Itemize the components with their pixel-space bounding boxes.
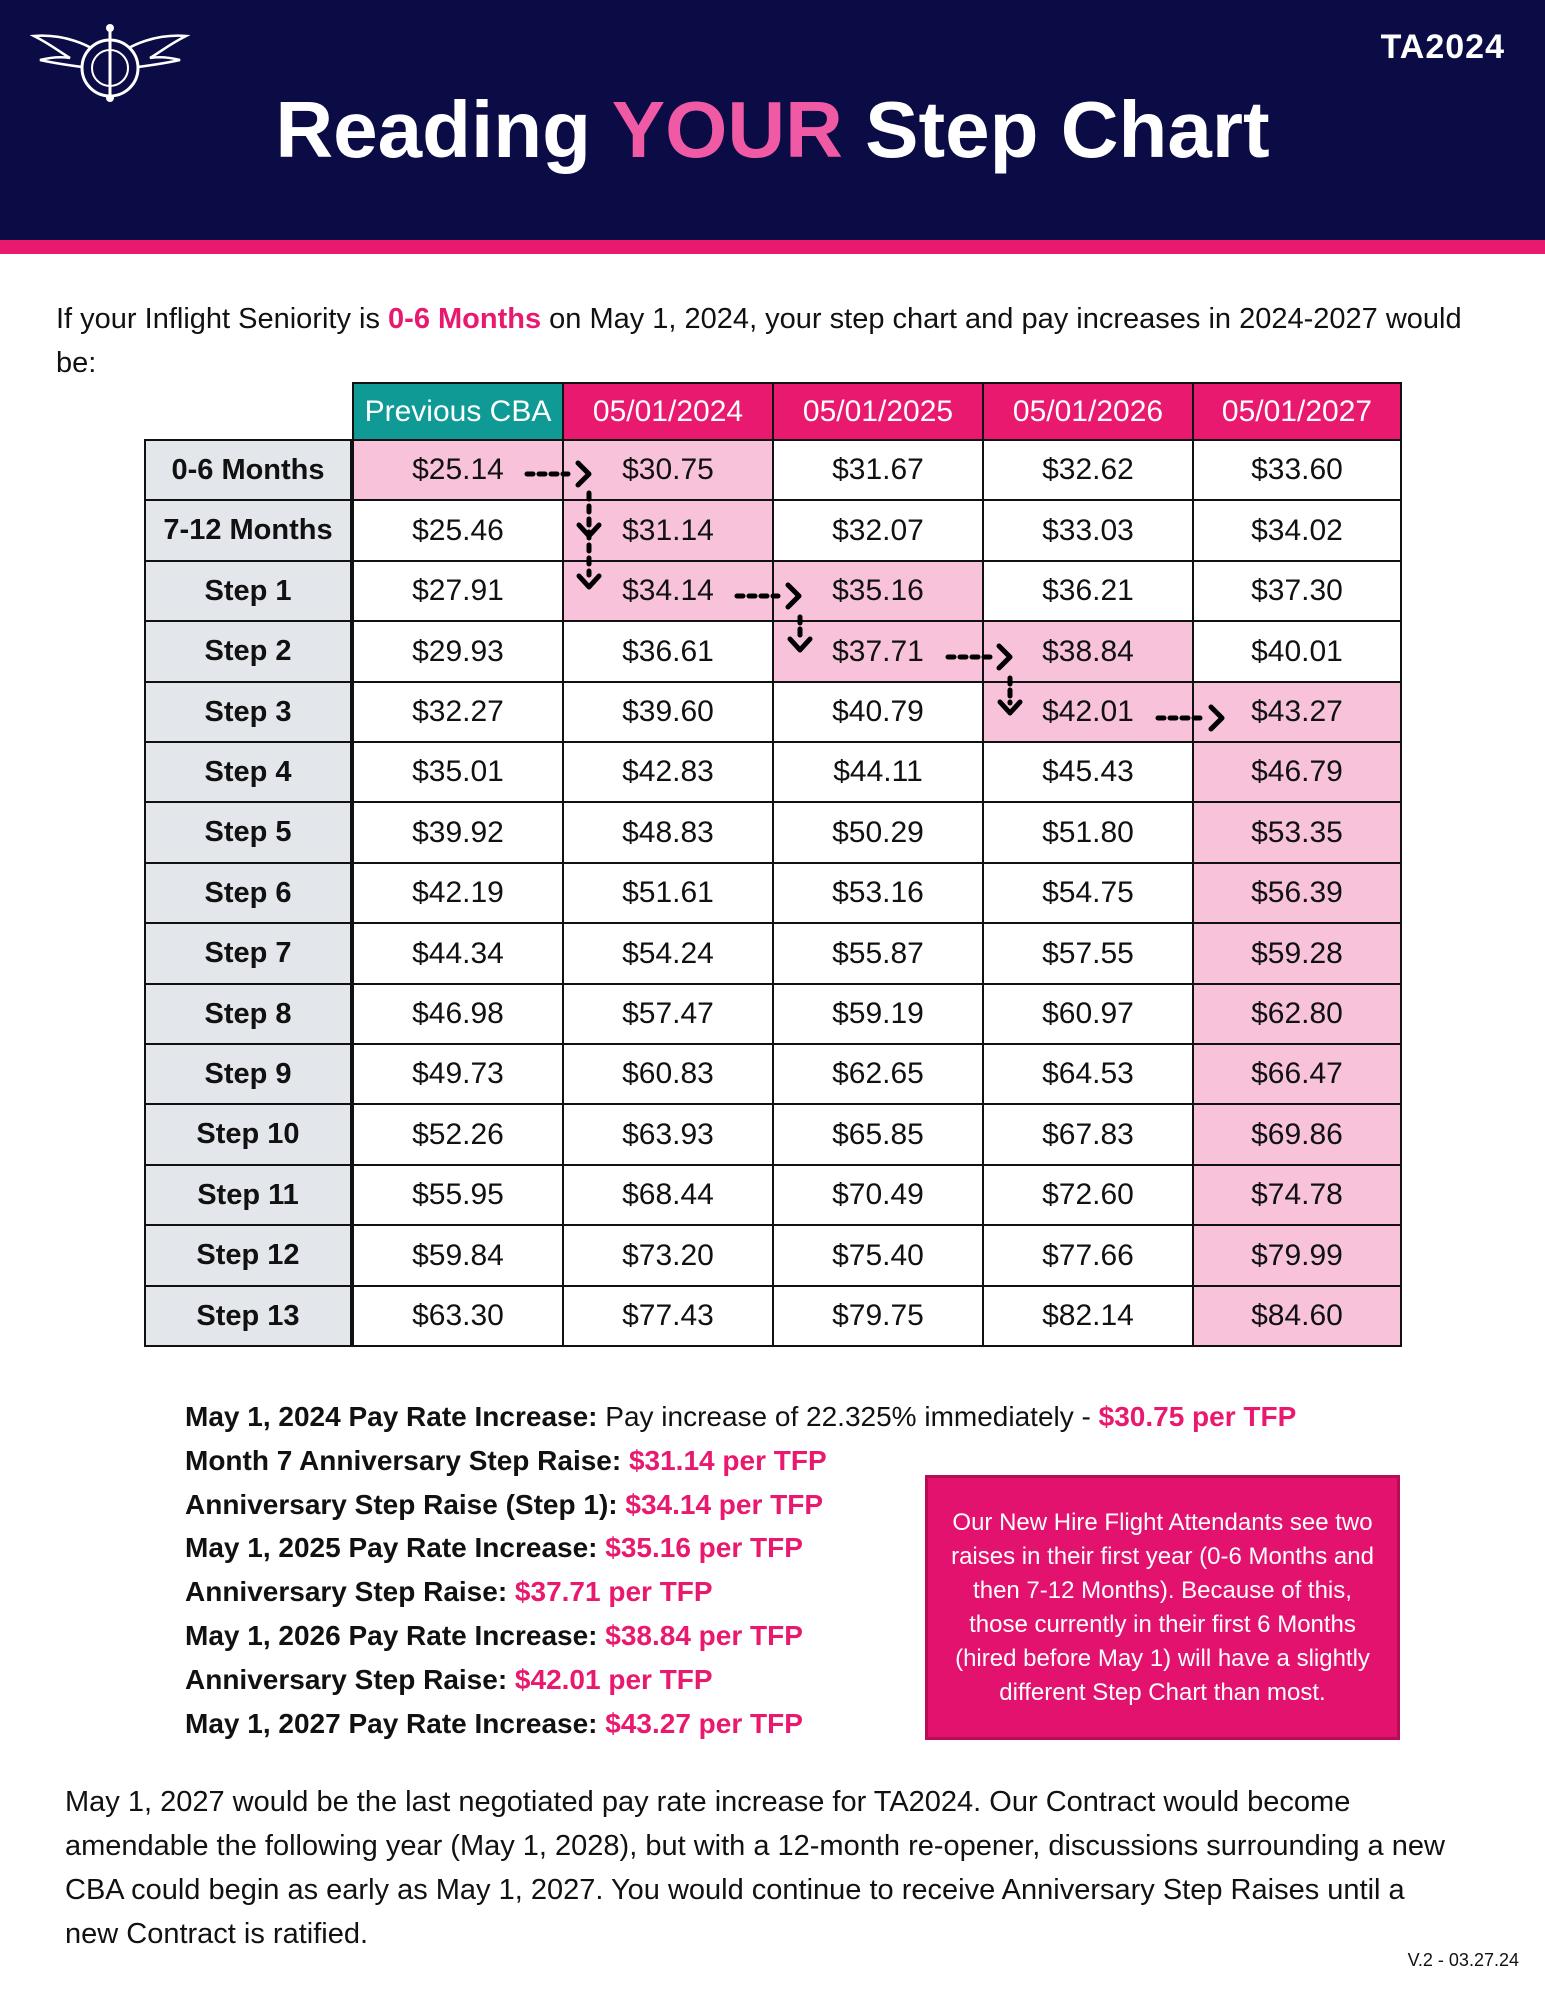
table-cell: $32.27 xyxy=(352,681,564,743)
row-label: Step 3 xyxy=(144,681,352,743)
table-cell: $72.60 xyxy=(982,1164,1194,1226)
table-cell: $77.43 xyxy=(562,1285,774,1347)
table-cell: $42.19 xyxy=(352,862,564,924)
table-cell: $55.95 xyxy=(352,1164,564,1226)
table-cell: $36.61 xyxy=(562,620,774,683)
column-header: 05/01/2024 xyxy=(562,382,774,441)
table-cell: $49.73 xyxy=(352,1043,564,1105)
table-cell: $44.34 xyxy=(352,922,564,985)
table-cell: $35.01 xyxy=(352,741,564,803)
table-cell: $51.80 xyxy=(982,801,1194,864)
summary-text xyxy=(621,1445,629,1476)
header-stripe xyxy=(0,240,1545,254)
table-cell: $42.01 xyxy=(982,681,1194,743)
table-cell: $42.83 xyxy=(562,741,774,803)
row-label: Step 1 xyxy=(144,560,352,622)
table-cell: $46.98 xyxy=(352,983,564,1045)
table-cell: $40.79 xyxy=(772,681,984,743)
table-cell: $53.16 xyxy=(772,862,984,924)
row-label: Step 9 xyxy=(144,1043,352,1105)
table-cell: $59.84 xyxy=(352,1224,564,1287)
table-cell: $55.87 xyxy=(772,922,984,985)
row-label: Step 11 xyxy=(144,1164,352,1226)
table-cell: $69.86 xyxy=(1192,1103,1402,1166)
table-cell: $25.46 xyxy=(352,499,564,562)
table-cell: $51.61 xyxy=(562,862,774,924)
summary-amount: $43.27 per TFP xyxy=(605,1707,803,1739)
title-pre: Reading xyxy=(275,85,612,174)
table-cell: $33.03 xyxy=(982,499,1194,562)
row-label: Step 12 xyxy=(144,1224,352,1287)
ta2024-badge: TA2024 xyxy=(1380,28,1505,66)
table-cell: $25.14 xyxy=(352,439,564,501)
title-post: Step Chart xyxy=(842,85,1270,174)
column-header: 05/01/2027 xyxy=(1192,382,1402,441)
row-label: 0-6 Months xyxy=(144,439,352,501)
row-label: Step 7 xyxy=(144,922,352,985)
table-cell: $33.60 xyxy=(1192,439,1402,501)
footer-paragraph: May 1, 2027 would be the last negotiated pay rate increase for TA2024. Our Contract would become amendable the following year (May 1, 2028), but with a 12-month re-opener, discussions surrounding a new CBA could begin as early as May 1, 2027. You would continue to receive Anniversary Step Raises until a new Contract is ratified. xyxy=(65,1786,1445,1950)
table-cell: $65.85 xyxy=(772,1103,984,1166)
summary-label: Anniversary Step Raise: xyxy=(185,1663,508,1695)
table-cell: $70.49 xyxy=(772,1164,984,1226)
table-cell: $32.62 xyxy=(982,439,1194,501)
table-cell: $66.47 xyxy=(1192,1043,1402,1105)
column-header: 05/01/2025 xyxy=(772,382,984,441)
table-cell: $75.40 xyxy=(772,1224,984,1287)
summary-label: Month 7 Anniversary Step Raise: xyxy=(185,1444,622,1476)
summary-text xyxy=(507,1664,515,1695)
table-cell: $40.01 xyxy=(1192,620,1402,683)
table-cell: $46.79 xyxy=(1192,741,1402,803)
table-cell: $67.83 xyxy=(982,1103,1194,1166)
table-cell: $73.20 xyxy=(562,1224,774,1287)
table-cell: $82.14 xyxy=(982,1285,1194,1347)
table-cell: $50.29 xyxy=(772,801,984,864)
summary-label: May 1, 2026 Pay Rate Increase: xyxy=(185,1619,598,1651)
table-cell: $44.11 xyxy=(772,741,984,803)
summary-line xyxy=(185,1395,1296,1439)
row-label: Step 8 xyxy=(144,983,352,1045)
table-cell: $74.78 xyxy=(1192,1164,1402,1226)
note-text: Our New Hire Flight Attendants see two raises in their first year (0-6 Months and then 7-12 Months). Because of this, those currently in their first 6 Months (hired before May 1) will have a slightly different Step Chart than most. xyxy=(951,1508,1374,1706)
summary-label: May 1, 2024 Pay Rate Increase: xyxy=(185,1401,598,1432)
table-cell: $54.75 xyxy=(982,862,1194,924)
summary-amount: $30.75 per TFP xyxy=(1098,1401,1297,1432)
summary-label: May 1, 2025 Pay Rate Increase: xyxy=(185,1532,598,1564)
table-cell: $35.16 xyxy=(772,560,984,622)
table-cell: $53.35 xyxy=(1192,801,1402,864)
table-cell: $32.07 xyxy=(772,499,984,562)
table-cell: $52.26 xyxy=(352,1103,564,1166)
summary-label: Anniversary Step Raise (Step 1): xyxy=(185,1488,618,1520)
summary-amount: $31.14 per TFP xyxy=(628,1444,827,1476)
table-cell: $62.80 xyxy=(1192,983,1402,1045)
table-cell: $30.75 xyxy=(562,439,774,501)
row-label: Step 10 xyxy=(144,1103,352,1166)
table-cell: $36.21 xyxy=(982,560,1194,622)
intro-post: on May 1, 2024, your step chart and pay increases in 2024-2027 would be: xyxy=(56,303,1462,379)
table-cell: $64.53 xyxy=(982,1043,1194,1105)
summary-amount: $35.16 per TFP xyxy=(605,1532,803,1564)
row-label: Step 4 xyxy=(144,741,352,803)
column-header: 05/01/2026 xyxy=(982,382,1194,441)
row-label: Step 6 xyxy=(144,862,352,924)
table-cell: $68.44 xyxy=(562,1164,774,1226)
table-cell: $84.60 xyxy=(1192,1285,1402,1347)
summary-label: Anniversary Step Raise: xyxy=(185,1576,508,1608)
summary-amount: $42.01 per TFP xyxy=(514,1663,713,1695)
table-cell: $79.99 xyxy=(1192,1224,1402,1287)
table-cell: $79.75 xyxy=(772,1285,984,1347)
new-hire-note-box xyxy=(925,1475,1400,1740)
table-cell: $27.91 xyxy=(352,560,564,622)
table-cell: $38.84 xyxy=(982,620,1194,683)
summary-amount: $34.14 per TFP xyxy=(625,1488,824,1520)
table-cell: $31.14 xyxy=(562,499,774,562)
table-cell: $57.47 xyxy=(562,983,774,1045)
table-cell: $57.55 xyxy=(982,922,1194,985)
table-cell: $39.92 xyxy=(352,801,564,864)
row-label: Step 2 xyxy=(144,620,352,683)
summary-text: Pay increase of 22.325% immediately - xyxy=(597,1401,1099,1432)
table-cell: $34.14 xyxy=(562,560,774,622)
summary-amount: $38.84 per TFP xyxy=(605,1619,803,1651)
table-cell: $59.19 xyxy=(772,983,984,1045)
table-cell: $60.83 xyxy=(562,1043,774,1105)
table-cell: $62.65 xyxy=(772,1043,984,1105)
row-label: 7-12 Months xyxy=(144,499,352,562)
intro-text xyxy=(56,297,1496,385)
table-cell: $56.39 xyxy=(1192,862,1402,924)
table-cell: $54.24 xyxy=(562,922,774,985)
row-label: Step 13 xyxy=(144,1285,352,1347)
table-cell: $77.66 xyxy=(982,1224,1194,1287)
table-cell: $37.71 xyxy=(772,620,984,683)
table-cell: $60.97 xyxy=(982,983,1194,1045)
table-cell: $63.30 xyxy=(352,1285,564,1347)
table-cell: $29.93 xyxy=(352,620,564,683)
row-label: Step 5 xyxy=(144,801,352,864)
table-cell: $48.83 xyxy=(562,801,774,864)
table-cell: $34.02 xyxy=(1192,499,1402,562)
intro-pre: If your Inflight Seniority is xyxy=(56,303,389,335)
page-title xyxy=(0,85,1545,175)
table-cell: $63.93 xyxy=(562,1103,774,1166)
table-cell: $59.28 xyxy=(1192,922,1402,985)
intro-highlight: 0-6 Months xyxy=(388,303,542,335)
title-highlight: YOUR xyxy=(611,85,843,174)
table-cell: $31.67 xyxy=(772,439,984,501)
table-cell: $43.27 xyxy=(1192,681,1402,743)
header-banner xyxy=(0,0,1545,240)
table-cell: $37.30 xyxy=(1192,560,1402,622)
summary-amount: $37.71 per TFP xyxy=(514,1576,713,1608)
table-cell: $45.43 xyxy=(982,741,1194,803)
summary-label: May 1, 2027 Pay Rate Increase: xyxy=(185,1707,598,1739)
column-header: Previous CBA xyxy=(352,382,564,441)
table-cell: $39.60 xyxy=(562,681,774,743)
version-label: V.2 - 03.27.24 xyxy=(1407,1950,1519,1970)
summary-text xyxy=(507,1576,515,1607)
